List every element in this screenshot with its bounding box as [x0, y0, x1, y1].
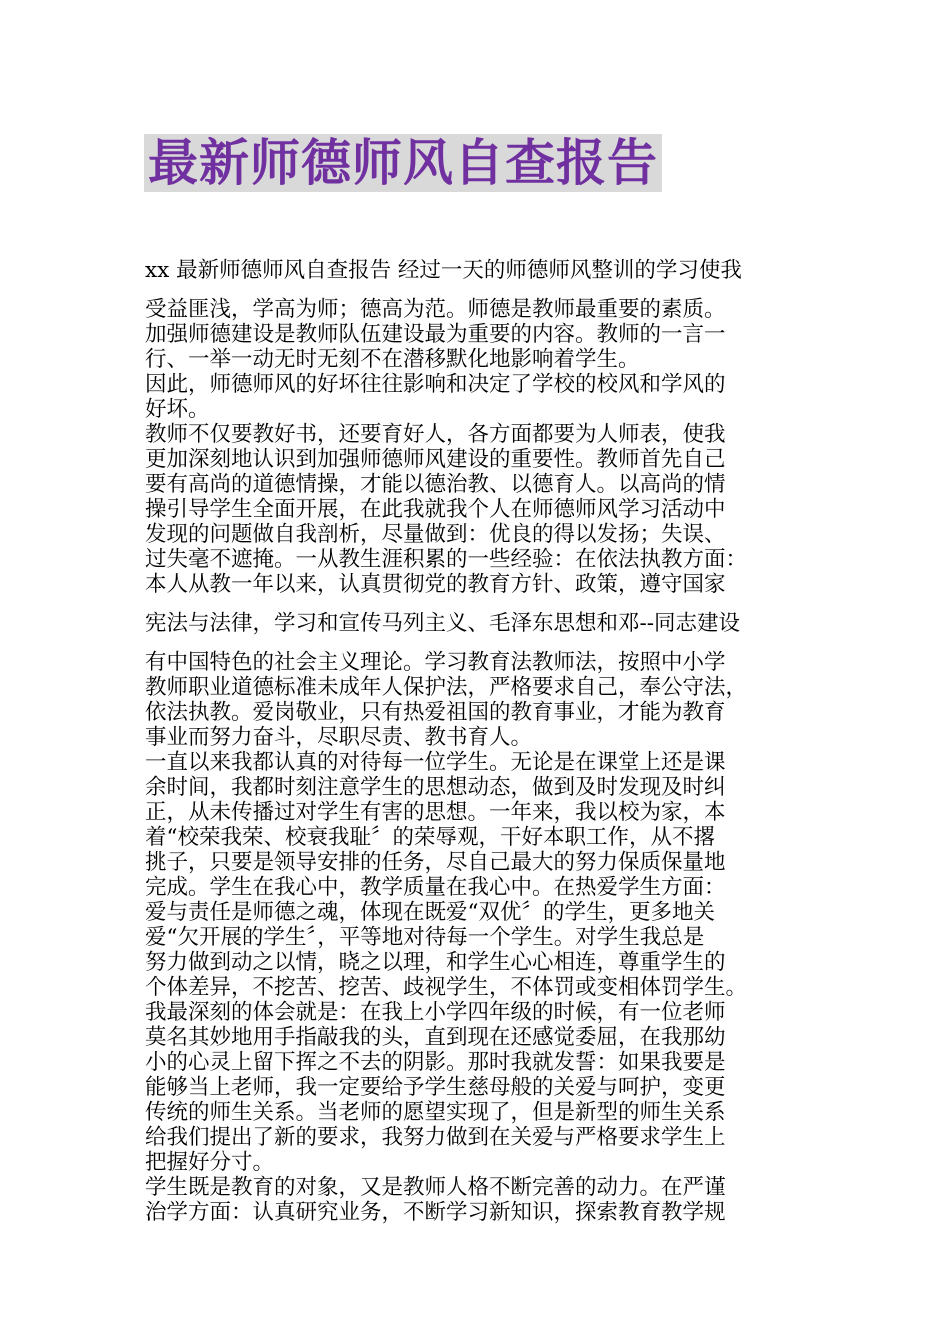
body-line: 正，从未传播过对学生有害的思想。一年来，我以校为家，本 [145, 800, 726, 825]
body-line: 努力做到动之以情，晓之以理，和学生心心相连，尊重学生的 [145, 950, 726, 975]
body-line: 依法执教。爱岗敬业，只有热爱祖国的教育事业，才能为教育 [145, 700, 726, 725]
body-line: 因此，师德师风的好坏往往影响和决定了学校的校风和学风的 [145, 372, 726, 397]
body-line: 本人从教一年以来，认真贯彻党的教育方针、政策，遵守国家 [145, 572, 726, 597]
body-line: 加强师德建设是教师队伍建设最为重要的内容。教师的一言一 [145, 322, 726, 347]
body-line: 更加深刻地认识到加强师德师风建设的重要性。教师首先自己 [145, 447, 726, 472]
body-line: 教师不仅要教好书，还要育好人，各方面都要为人师表，使我 [145, 422, 726, 447]
body-line: xx 最新师德师风自查报告 经过一天的师德师风整训的学习使我 [145, 258, 742, 283]
body-line: 着“校荣我荣、校衰我耻〞的荣辱观，干好本职工作，从不撂 [145, 825, 715, 850]
paragraph-gap [145, 636, 815, 650]
body-line: 把握好分寸。 [145, 1150, 275, 1175]
body-line: 莫名其妙地用手指敲我的头，直到现在还感觉委屈，在我那幼 [145, 1025, 726, 1050]
body-line: 余时间，我都时刻注意学生的思想动态，做到及时发现及时纠 [145, 775, 726, 800]
body-line: 我最深刻的体会就是：在我上小学四年级的时候，有一位老师 [145, 1000, 726, 1025]
body-line: 有中国特色的社会主义理论。学习教育法教师法，按照中小学 [145, 650, 726, 675]
body-line: 操引导学生全面开展，在此我就我个人在师德师风学习活动中 [145, 497, 726, 522]
body-line: 宪法与法律，学习和宣传马列主义、毛泽东思想和邓--同志建设 [145, 611, 741, 636]
body-line: 受益匪浅，学高为师；德高为范。师德是教师最重要的素质。 [145, 297, 726, 322]
body-line: 传统的师生关系。当老师的愿望实现了，但是新型的师生关系 [145, 1100, 726, 1125]
body-line: 好坏。 [145, 397, 210, 422]
body-line: 完成。学生在我心中，教学质量在我心中。在热爱学生方面： [145, 875, 726, 900]
document-body [145, 258, 815, 1225]
body-line: 过失毫不遮掩。一从教生涯积累的一些经验：在依法执教方面： [145, 547, 748, 572]
title-highlight [144, 134, 662, 192]
body-line: 学生既是教育的对象，又是教师人格不断完善的动力。在严谨 [145, 1175, 726, 1200]
paragraph-gap [145, 597, 815, 611]
body-line: 个体差异，不挖苦、挖苦、歧视学生，不体罚或变相体罚学生。 [145, 975, 748, 1000]
body-line: 爱“欠开展的学生〞，平等地对待每一个学生。对学生我总是 [145, 925, 705, 950]
document-title: 最新师德师风自查报告 [148, 134, 658, 192]
body-line: 要有高尚的道德情操，才能以德治教、以德育人。以高尚的情 [145, 472, 726, 497]
body-line: 发现的问题做自我剖析，尽量做到：优良的得以发扬；失误、 [145, 522, 726, 547]
body-line: 挑子，只要是领导安排的任务，尽自己最大的努力保质保量地 [145, 850, 726, 875]
body-line: 小的心灵上留下挥之不去的阴影。那时我就发誓：如果我要是 [145, 1050, 726, 1075]
body-line: 教师职业道德标准未成年人保护法，严格要求自己，奉公守法， [145, 675, 748, 700]
body-line: 事业而努力奋斗，尽职尽责、教书育人。 [145, 725, 533, 750]
body-line: 给我们提出了新的要求，我努力做到在关爱与严格要求学生上 [145, 1125, 726, 1150]
body-line: 治学方面：认真研究业务，不断学习新知识，探索教育教学规 [145, 1200, 726, 1225]
body-line: 能够当上老师，我一定要给予学生慈母般的关爱与呵护，变更 [145, 1075, 726, 1100]
body-line: 爱与责任是师德之魂，体现在既爱“双优〞的学生，更多地关 [145, 900, 715, 925]
paragraph-gap [145, 283, 815, 297]
body-line: 行、一举一动无时无刻不在潜移默化地影响着学生。 [145, 347, 640, 372]
body-line: 一直以来我都认真的对待每一位学生。无论是在课堂上还是课 [145, 750, 726, 775]
